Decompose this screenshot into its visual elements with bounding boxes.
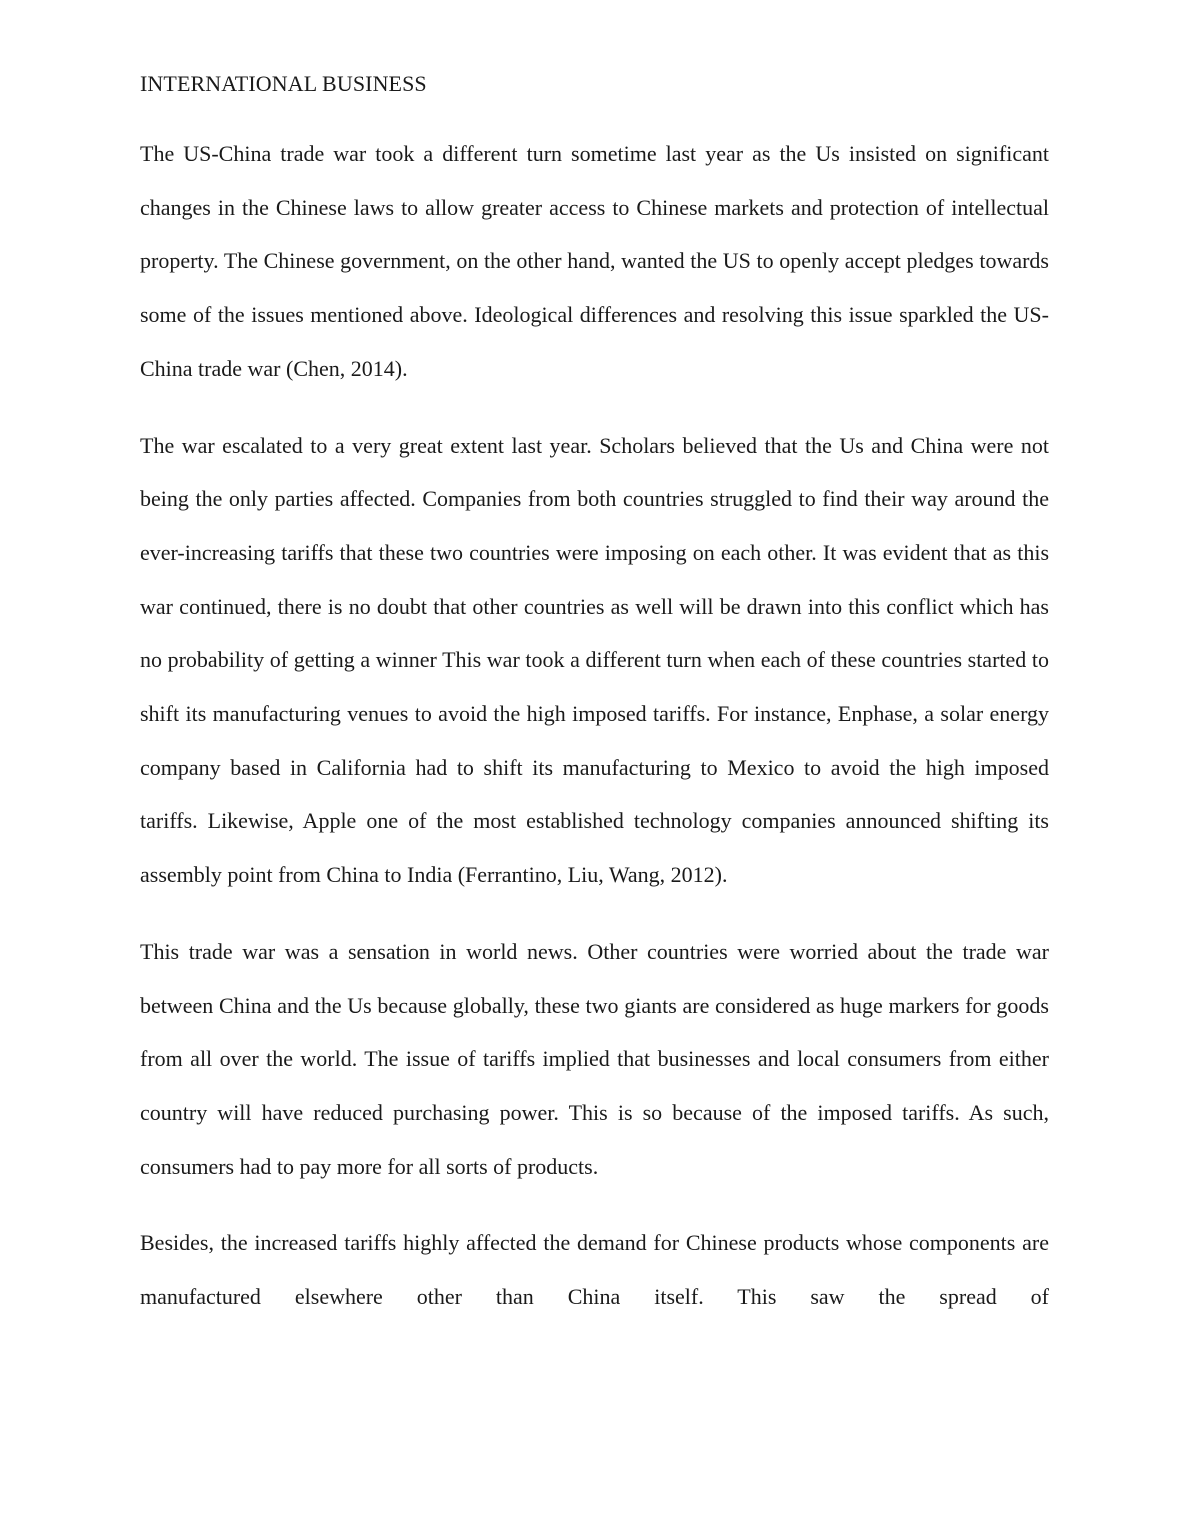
- paragraph-1: The US-China trade war took a different turn sometime last year as the Us insisted on significant changes in the Chinese laws to allow greater access to Chinese markets and protection of intellectual property. The Chinese government, on the other hand, wanted the US to openly accept pledges towards some of the issues mentioned above. Ideological differences and resolving this issue sparkled the US-China trade war (Chen, 2014).: [140, 141, 1049, 381]
- running-head: INTERNATIONAL BUSINESS: [140, 71, 427, 96]
- body-text: [140, 127, 1049, 1324]
- paragraph-2: The war escalated to a very great extent last year. Scholars believed that the Us and China were not being the only parties affected. Companies from both countries struggled to find their way around the ever-increasing tariffs that these two countries were imposing on each other. It was evident that as this war continued, there is no doubt that other countries as well will be drawn into this conflict which has no probability of getting a winner This war took a different turn when each of these countries started to shift its manufacturing venues to avoid the high imposed tariffs. For instance, Enphase, a solar energy company based in California had to shift its manufacturing to Mexico to avoid the high imposed tariffs. Likewise, Apple one of the most established technology companies announced shifting its assembly point from China to India (Ferrantino, Liu, Wang, 2012).: [140, 432, 1049, 888]
- paragraph-4: Besides, the increased tariffs highly affected the demand for Chinese products whose components are manufactured elsewhere other than China itself. This saw the spread of: [140, 1230, 1049, 1310]
- paragraph-3: This trade war was a sensation in world news. Other countries were worried about the trade war between China and the Us because globally, these two giants are considered as huge markers for goods from all over the world. The issue of tariffs implied that businesses and local consumers from either country will have reduced purchasing power. This is so because of the imposed tariffs. As such, consumers had to pay more for all sorts of products.: [140, 938, 1049, 1179]
